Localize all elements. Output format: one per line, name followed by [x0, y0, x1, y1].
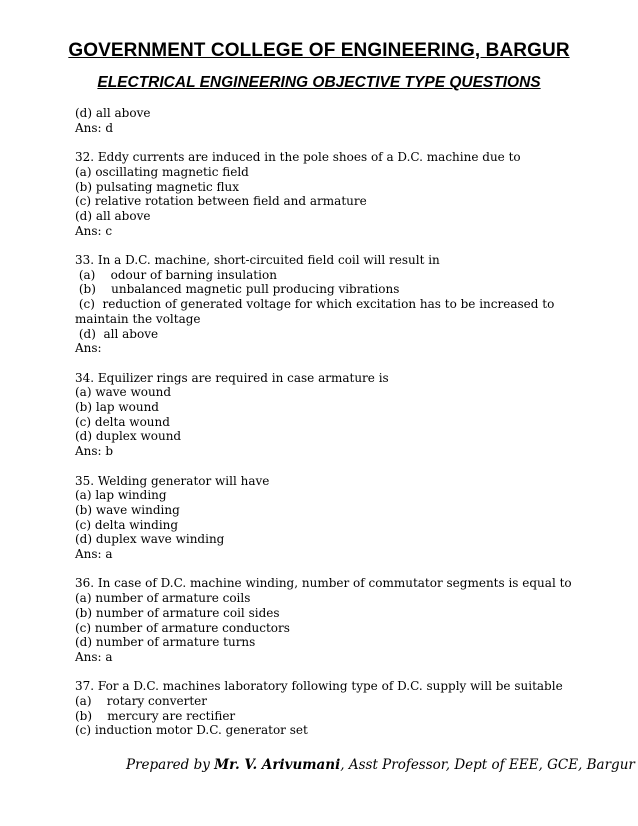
question-line: 32. Eddy currents are induced in the pole shoes of a D.C. machine due to [75, 150, 521, 165]
line-gap [75, 135, 575, 150]
option-line: (b) lap wound [75, 400, 159, 415]
option-line: (c) delta winding [75, 517, 179, 532]
option-line: (a) number of armature coils [75, 591, 251, 606]
option-line: (b) mercury are rectifier [75, 708, 236, 723]
option-line: (b) wave winding [75, 502, 180, 517]
footer [0, 757, 638, 773]
question-list [75, 106, 575, 738]
footer-prefix: Prepared by [126, 757, 215, 773]
line-gap [75, 459, 575, 474]
option-line: (c) relative rotation between field and armature [75, 194, 367, 209]
footer-author: Mr. V. Arivumani [214, 757, 341, 773]
answer-line: Ans: d [75, 120, 114, 135]
page-subtitle: ELECTRICAL ENGINEERING OBJECTIVE TYPE QUESTIONS [97, 74, 541, 91]
line-gap [75, 562, 575, 577]
option-line: (b) unbalanced magnetic pull producing vibrations [75, 282, 400, 297]
question-line: 37. For a D.C. machines laboratory following type of D.C. supply will be suitable [75, 679, 563, 694]
option-line: (d) duplex wound [75, 429, 182, 444]
option-line: (c) induction motor D.C. generator set [75, 723, 308, 738]
answer-line: Ans: b [75, 444, 114, 459]
footer-suffix: , Asst Professor, Dept of EEE, GCE, Bargur [340, 757, 635, 773]
page-title: GOVERNMENT COLLEGE OF ENGINEERING, BARGUR [68, 40, 570, 61]
option-line: (a) wave wound [75, 385, 172, 400]
question-line: 33. In a D.C. machine, short-circuited field coil will result in [75, 253, 440, 267]
option-line: (a) oscillating magnetic field [75, 164, 249, 179]
option-line: (d) duplex wave winding [75, 532, 225, 547]
line-gap [75, 238, 575, 253]
option-line: (a) odour of barning insulation [75, 267, 277, 282]
line-gap [75, 665, 575, 680]
option-line: (d) all above [75, 106, 151, 120]
answer-line: Ans: a [75, 547, 113, 562]
option-line: (d) all above [75, 208, 151, 223]
option-line: (d) all above [75, 326, 159, 341]
question-line: 34. Equilizer rings are required in case armature is [75, 370, 389, 385]
option-line: (c) delta wound [75, 414, 170, 429]
answer-line: Ans: a [75, 649, 113, 664]
option-line: (b) pulsating magnetic flux [75, 179, 240, 194]
option-line: (b) number of armature coil sides [75, 605, 280, 620]
question-line: 35. Welding generator will have [75, 473, 270, 488]
option-line: (a) lap winding [75, 488, 167, 503]
option-line: (c) reduction of generated voltage for which excitation has to be increased to maintain the voltage [75, 297, 559, 326]
question-line: 36. In case of D.C. machine winding, number of commutator segments is equal to [75, 576, 572, 591]
answer-line: Ans: [75, 341, 102, 356]
option-line: (a) rotary converter [75, 694, 207, 709]
answer-line: Ans: c [75, 223, 113, 238]
line-gap [75, 356, 575, 371]
option-line: (c) number of armature conductors [75, 620, 290, 635]
option-line: (d) number of armature turns [75, 635, 256, 650]
